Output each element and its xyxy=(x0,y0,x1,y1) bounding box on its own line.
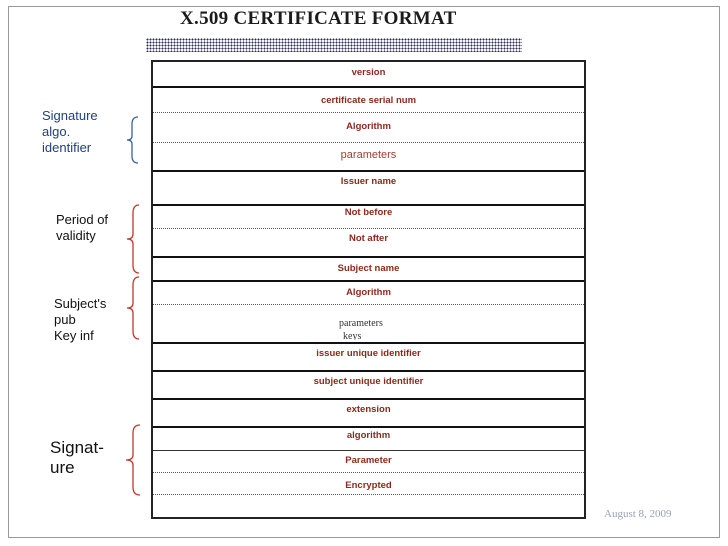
row-divider xyxy=(153,112,584,113)
row-divider xyxy=(153,494,584,495)
extension-field: extension xyxy=(346,404,391,415)
signature-algorithm-field-2: algorithm xyxy=(346,430,391,441)
subject-pubkey-info-label: Subject's pub Key inf xyxy=(54,296,107,343)
not-after-field: Not after xyxy=(348,233,389,244)
row-divider xyxy=(153,426,584,428)
issuer-name-field: Issuer name xyxy=(340,176,397,187)
row-divider xyxy=(153,450,584,451)
row-divider xyxy=(153,342,584,344)
row-divider xyxy=(153,256,584,258)
subject-name-field: Subject name xyxy=(337,263,400,274)
signature-label: Signat- ure xyxy=(50,438,104,477)
signature-parameter-field: Parameter xyxy=(345,455,392,466)
row-divider xyxy=(153,142,584,143)
signature-parameters-field: parameters xyxy=(340,149,397,161)
row-divider xyxy=(153,280,584,282)
version-field: version xyxy=(351,67,386,78)
issuer-unique-id-field: issuer unique identifier xyxy=(316,348,421,359)
row-divider xyxy=(153,86,584,88)
row-divider xyxy=(153,304,584,305)
pubkey-algorithm-field: Algorithm xyxy=(346,287,391,298)
page-title: X.509 CERTIFICATE FORMAT xyxy=(180,8,457,29)
certificate-format-table xyxy=(151,60,586,519)
pubkey-keys-field: keys xyxy=(343,331,362,340)
row-divider xyxy=(153,472,584,473)
signature-brace xyxy=(124,424,142,496)
subject-unique-id-field: subject unique identifier xyxy=(313,376,424,387)
signature-encrypted-field: Encrypted xyxy=(345,480,392,491)
signature-algorithm-field: Algorithm xyxy=(346,121,391,132)
not-before-field: Not before xyxy=(344,207,393,218)
validity-period-label: Period of validity xyxy=(56,212,109,243)
row-divider xyxy=(153,204,584,206)
title-underline-dots xyxy=(146,38,522,52)
signature-algo-brace xyxy=(126,116,140,164)
validity-brace xyxy=(125,204,141,274)
row-divider xyxy=(153,370,584,372)
signature-algo-identifier-label: Signature algo. identifier xyxy=(42,108,98,155)
slide-date: August 8, 2009 xyxy=(604,508,672,520)
pubkey-brace xyxy=(125,276,141,340)
row-divider xyxy=(153,398,584,400)
serial-number-field: certificate serial num xyxy=(320,95,417,106)
row-divider xyxy=(153,170,584,172)
row-divider xyxy=(153,228,584,229)
pubkey-parameters-field: parameters xyxy=(339,318,383,329)
